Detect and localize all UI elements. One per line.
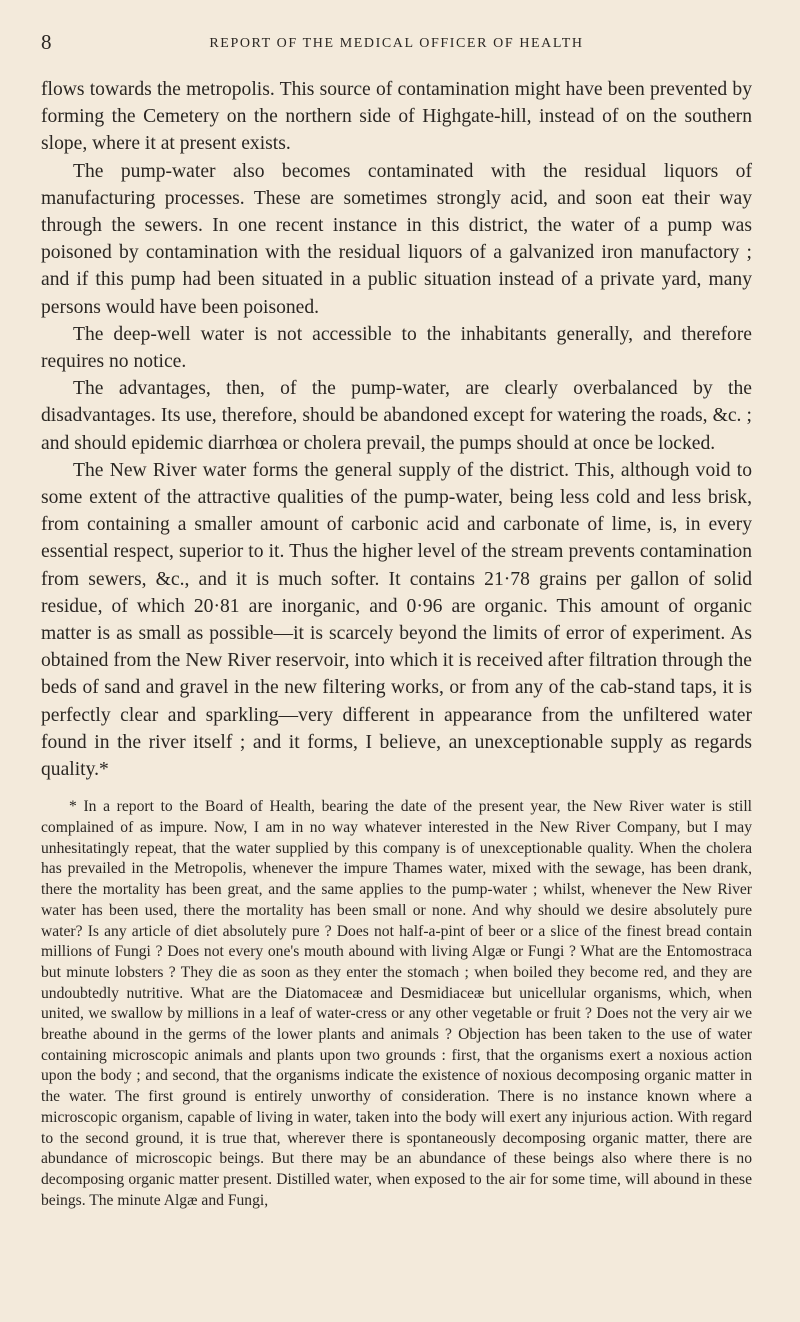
running-head: REPORT OF THE MEDICAL OFFICER OF HEALTH	[209, 36, 584, 51]
footnote: * In a report to the Board of Health, bearing the date of the present year, the New River water is still complained of as impure. Now, I am in no way whatever interested in the New River Company, but I may unhesitatingly repeat, that the water supplied by this company is of unexceptionable quality. When the cholera has prevailed in the Metropolis, whenever the impure Thames water, mixed with the sewage, has been drank, there the mortality has been great, and the same applies to the pump-water ; whilst, whenever the New River water has been used, there the mortality has been small or none. And why should we desire absolutely pure water? Is any article of diet absolutely pure ? Does not half-a-pint of beer or a slice of the finest bread contain millions of Fungi ? Does not every one's mouth abound with living Algæ or Fungi ? What are the Entomostraca but minute lobsters ? They die as soon as they enter the stomach ; when boiled they become red, and they are undoubtedly nutritive. What are the Diatomaceæ and Desmidiaceæ but unicellular organisms, which, when united, we swallow by millions in a leaf of water-cress or any other vegetable or fruit ? Does not the very air we breathe abound in the germs of the lower plants and animals ? Objection has been taken to the use of water containing microscopic animals and plants upon two grounds : first, that the organisms exert a noxious action upon the body ; and second, that the organisms indicate the existence of noxious decomposing organic matter in the water. The first ground is entirely unworthy of consideration. There is no instance known where a microscopic organism, capable of living in water, taken into the body will exert any injurious action. With regard to the second ground, it is true that, wherever there is spontaneously decomposing organic matter, there are abundance of microscopic beings. But there may be an abundance of these beings also where there is no decomposing organic matter present. Distilled water, when exposed to the air for some time, will abound in these beings. The minute Algæ and Fungi,	[41, 798, 752, 1209]
body-text	[41, 76, 752, 783]
paragraph: The New River water forms the general supply of the district. This, although void to some extent of the attractive qualities of the pump-water, being less cold and less brisk, from containing a smaller amount of carbonic acid and carbonate of lime, is, in every essential respect, superior to it. Thus the higher level of the stream prevents contamination from sewers, &c., and it is much softer. It contains 21·78 grains per gallon of solid residue, of which 20·81 are inorganic, and 0·96 are organic. This amount of organic matter is as small as possible—it is scarcely beyond the limits of error of experiment. As obtained from the New River reservoir, into which it is received after filtration through the beds of sand and gravel in the new filtering works, or from any of the cab-stand taps, it is perfectly clear and sparkling—very different in appearance from the unfiltered water found in the river itself ; and it forms, I believe, an unexceptionable supply as regards quality.*	[41, 459, 752, 781]
paragraph-continued: flows towards the metropolis. This source of contamination might have been prevented by forming the Cemetery on the northern side of Highgate-hill, instead of on the southern slope, where it at present exists.	[41, 79, 752, 155]
page-number: 8	[41, 30, 52, 54]
paragraph: The pump-water also becomes contaminated with the residual liquors of manufacturing processes. These are sometimes strongly acid, and soon eat their way through the sewers. In one recent instance in this district, the water of a pump was poisoned by contamination with the residual liquors of a galvanized iron manufactory ; and if this pump had been situated in a public situation instead of a private yard, many persons would have been poisoned.	[41, 160, 752, 318]
page-header	[41, 24, 752, 54]
paragraph: The deep-well water is not accessible to the inhabitants generally, and therefore requires no notice.	[41, 323, 752, 373]
paragraph: The advantages, then, of the pump-water, are clearly overbalanced by the disadvantages. Its use, therefore, should be abandoned except for watering the roads, &c. ; and should epidemic diarrhœa or cholera prevail, the pumps should at once be locked.	[41, 378, 752, 454]
